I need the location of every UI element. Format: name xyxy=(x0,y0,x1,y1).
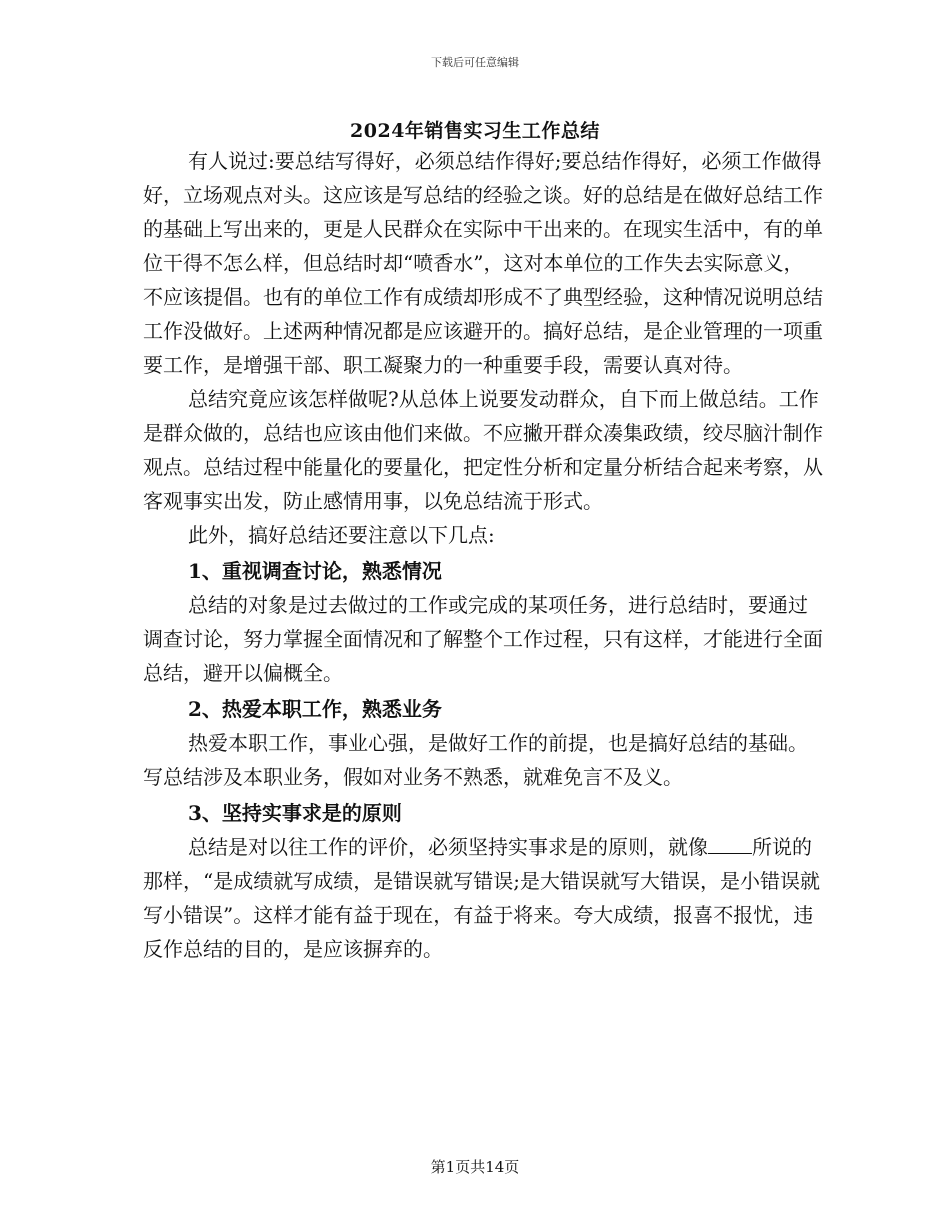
document-title: 2024年销售实习生工作总结 xyxy=(350,120,600,142)
section-body-3 xyxy=(143,830,823,966)
document-body xyxy=(143,144,823,966)
header-note: 下载后可任意编辑 xyxy=(431,56,519,69)
section-body-3-part-2: 所说的那样，“是成绩就写成绩，是错误就写错误;是大错误就写大错误，是小错误就写小错误”。这样才能有益于现在，有益于将来。夸大成绩，报喜不报忧，违反作总结的目的，是应该摒弃的。 xyxy=(143,835,820,961)
section-body-3-part-1: 总结是对以往工作的评价，必须坚持实事求是的原则，就像 xyxy=(188,835,708,859)
section-heading-3: 3、坚持实事求是的原则 xyxy=(188,801,402,825)
section-body-2: 热爱本职工作，事业心强，是做好工作的前提，也是搞好总结的基础。写总结涉及本职业务，假如对业务不熟悉，就难免言不及义。 xyxy=(143,731,808,789)
section-heading-2: 2、热爱本职工作，熟悉业务 xyxy=(188,697,442,721)
paragraph-intro: 有人说过:要总结写得好，必须总结作得好;要总结作得好，必须工作做得好，立场观点对头。这应该是写总结的经验之谈。好的总结是在做好总结工作的基础上写出来的，更是人民群众在实际中干出来的。在现实生活中，有的单位干得不怎么样，但总结时却“喷香水”，这对本单位的工作失去实际意义，不应该提倡。也有的单位工作有成绩却形成不了典型经验，这种情况说明总结工作没做好。上述两种情况都是应该避开的。搞好总结，是企业管理的一项重要工作，是增强干部、职工凝聚力的一种重要手段，需要认真对待。 xyxy=(143,149,823,377)
paragraph-method: 总结究竟应该怎样做呢?从总体上说要发动群众，自下而上做总结。工作是群众做的，总结也应该由他们来做。不应撇开群众凑集政绩，绞尽脑汁制作观点。总结过程中能量化的要量化，把定性分析和定量分析结合起来考察，从客观事实出发，防止感情用事，以免总结流于形式。 xyxy=(143,387,823,513)
section-body-1: 总结的对象是过去做过的工作或完成的某项任务，进行总结时，要通过调查讨论，努力掌握全面情况和了解整个工作过程，只有这样，才能进行全面总结，避开以偏概全。 xyxy=(143,593,823,685)
page-number-footer: 第1页共14页 xyxy=(430,1158,520,1176)
section-heading-1: 1、重视调查讨论，熟悉情况 xyxy=(188,559,442,583)
fill-in-blank xyxy=(708,835,752,854)
paragraph-points-intro: 此外，搞好总结还要注意以下几点: xyxy=(188,523,495,547)
